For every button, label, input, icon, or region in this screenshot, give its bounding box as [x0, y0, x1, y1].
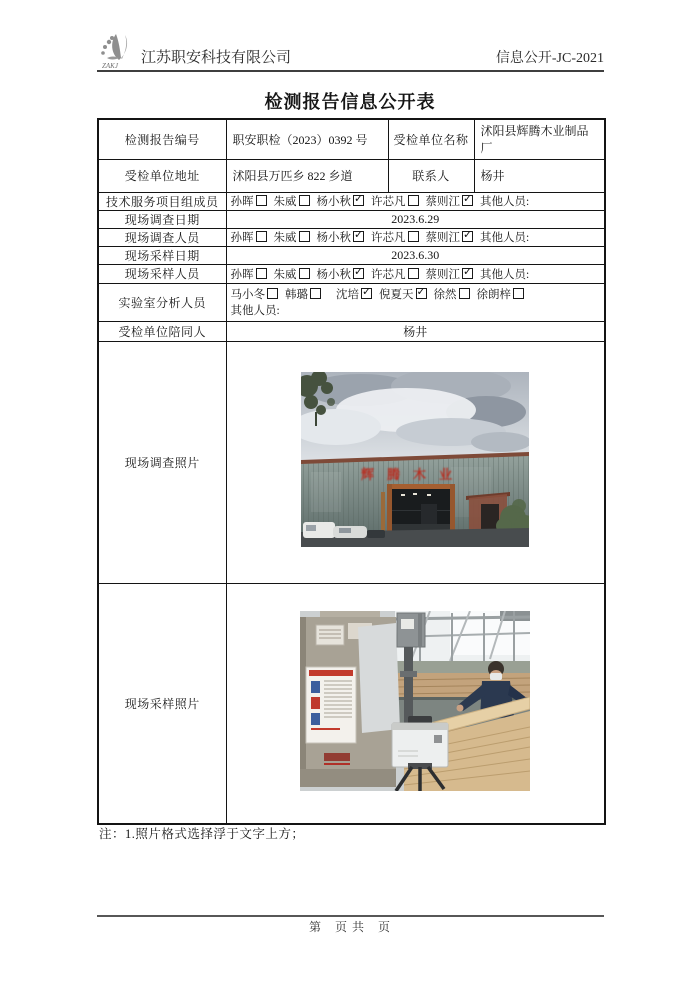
checkbox-unchecked — [256, 195, 267, 206]
member-item — [231, 193, 267, 209]
table-row — [98, 192, 605, 210]
member-name: 许芯凡 — [371, 232, 406, 244]
checkbox-checked — [361, 288, 372, 299]
member-name: 沈培 — [336, 289, 359, 301]
doorway — [381, 484, 455, 534]
row-value: 2023.6.30 — [226, 246, 605, 264]
table-row — [98, 283, 605, 321]
checkbox-unchecked — [513, 288, 524, 299]
table-row — [98, 264, 605, 283]
member-item — [231, 229, 267, 245]
table-row — [98, 228, 605, 246]
member-name: 朱威 — [273, 232, 297, 244]
other-personnel-label: 其他人员: — [480, 232, 530, 244]
detail-rows — [98, 192, 605, 341]
top-rows — [98, 119, 605, 192]
photo-rows — [98, 341, 605, 824]
member-item — [317, 193, 365, 209]
members-cell — [226, 283, 605, 321]
member-item — [336, 286, 372, 302]
member-name: 杨小秋 — [316, 232, 351, 244]
member-item — [285, 286, 321, 302]
member-name: 孙晖 — [230, 268, 254, 281]
contact-value: 杨井 — [474, 159, 605, 192]
other-personnel-label: 其他人员: — [480, 268, 530, 281]
report-no-label: 检测报告编号 — [98, 119, 226, 159]
member-item — [371, 266, 419, 282]
members-cell — [226, 228, 605, 246]
member-item — [274, 266, 310, 282]
page-title: 检测报告信息公开表 — [264, 92, 436, 112]
logo-text: ZAKJ — [102, 62, 118, 70]
table-row — [98, 583, 605, 824]
checkbox-checked — [462, 231, 473, 242]
page-footer: 第 页 共 页 — [308, 920, 391, 934]
sampling-photo-cell — [226, 583, 605, 824]
table-row — [98, 159, 605, 192]
member-item — [274, 229, 310, 245]
checkbox-unchecked — [459, 288, 470, 299]
member-name: 徐然 — [433, 289, 457, 301]
checkbox-unchecked — [408, 268, 419, 279]
clouds — [301, 372, 529, 452]
unit-address-value: 沭阳县万匹乡 822 乡道 — [226, 159, 388, 192]
unit-name-label: 受检单位名称 — [388, 119, 474, 159]
checkbox-checked — [462, 195, 473, 206]
member-item — [274, 193, 310, 209]
member-name: 朱威 — [273, 268, 297, 281]
member-item — [477, 286, 525, 302]
checkbox-checked — [462, 268, 473, 279]
table-row — [98, 341, 605, 583]
checkbox-checked — [353, 195, 364, 206]
member-name: 蔡则江 — [425, 268, 460, 281]
member-name: 许芯凡 — [371, 196, 406, 208]
members-cell — [226, 264, 605, 283]
checkbox-unchecked — [408, 231, 419, 242]
member-item — [426, 193, 474, 209]
other-personnel-label: 其他人员: — [230, 305, 280, 317]
sampling-instrument — [392, 716, 448, 767]
table-row — [98, 246, 605, 264]
member-item — [231, 266, 267, 282]
member-name: 许芯凡 — [371, 268, 406, 281]
company-logo-icon — [97, 30, 137, 70]
footnote: 注：1.照片格式选择浮于文字上方； — [99, 827, 305, 841]
company-name: 江苏职安科技有限公司 — [141, 50, 292, 66]
page-header — [97, 28, 604, 72]
member-item — [231, 286, 279, 302]
other-personnel-label: 其他人员: — [480, 196, 530, 208]
member-item — [379, 286, 427, 302]
document-code: 信息公开-JC-2021 — [495, 51, 604, 66]
table-row — [98, 321, 605, 341]
member-name: 蔡则江 — [425, 196, 460, 208]
member-item — [371, 193, 419, 209]
survey-photo-label: 现场调查照片 — [98, 341, 226, 583]
info-table-wrapper — [97, 118, 606, 825]
row-label: 现场调查人员 — [98, 228, 226, 246]
member-item — [434, 286, 470, 302]
row-value: 杨井 — [226, 321, 605, 341]
row-label: 实验室分析人员 — [98, 283, 226, 321]
checkbox-unchecked — [256, 268, 267, 279]
checkbox-unchecked — [299, 231, 310, 242]
member-name: 蔡则江 — [425, 232, 460, 244]
info-table — [97, 118, 606, 825]
member-item — [317, 229, 365, 245]
member-name: 朱威 — [273, 196, 297, 208]
sampling-photo-label: 现场采样照片 — [98, 583, 226, 824]
member-name: 马小冬 — [230, 289, 265, 301]
member-name: 杨小秋 — [316, 196, 351, 208]
checkbox-checked — [353, 268, 364, 279]
member-item — [426, 229, 474, 245]
report-no-value: 职安职检（2023）0392 号 — [226, 119, 388, 159]
site-survey-photo — [301, 372, 529, 547]
row-label: 现场采样日期 — [98, 246, 226, 264]
row-label: 现场采样人员 — [98, 264, 226, 283]
checkbox-unchecked — [256, 231, 267, 242]
row-value: 2023.6.29 — [226, 210, 605, 228]
row-label: 受检单位陪同人 — [98, 321, 226, 341]
member-item — [371, 229, 419, 245]
contact-label: 联系人 — [388, 159, 474, 192]
factory-sign-text: 辉腾木业 — [361, 467, 466, 482]
member-name: 孙晖 — [230, 196, 254, 208]
unit-name-value: 沭阳县辉腾木业制品厂 — [474, 119, 605, 159]
checkbox-unchecked — [299, 195, 310, 206]
member-name: 杨小秋 — [316, 268, 351, 281]
member-name: 倪夏天 — [379, 289, 414, 301]
member-name: 徐朗梓 — [476, 289, 511, 301]
machine-panel — [358, 623, 400, 733]
checkbox-unchecked — [299, 268, 310, 279]
checkbox-unchecked — [310, 288, 321, 299]
member-item — [317, 266, 365, 282]
member-item — [426, 266, 474, 282]
row-label: 现场调查日期 — [98, 210, 226, 228]
checkbox-unchecked — [267, 288, 278, 299]
table-row — [98, 210, 605, 228]
checkbox-checked — [416, 288, 427, 299]
wall-patch — [311, 472, 341, 512]
members-cell — [226, 192, 605, 210]
survey-photo-cell — [226, 341, 605, 583]
member-name: 孙晖 — [230, 232, 254, 244]
row-label: 技术服务项目组成员 — [98, 192, 226, 210]
footer-divider — [97, 915, 604, 917]
unit-address-label: 受检单位地址 — [98, 159, 226, 192]
checkbox-unchecked — [408, 195, 419, 206]
site-sampling-photo — [300, 611, 530, 791]
member-name: 韩璐 — [285, 289, 308, 301]
checkbox-checked — [353, 231, 364, 242]
table-row — [98, 119, 605, 159]
